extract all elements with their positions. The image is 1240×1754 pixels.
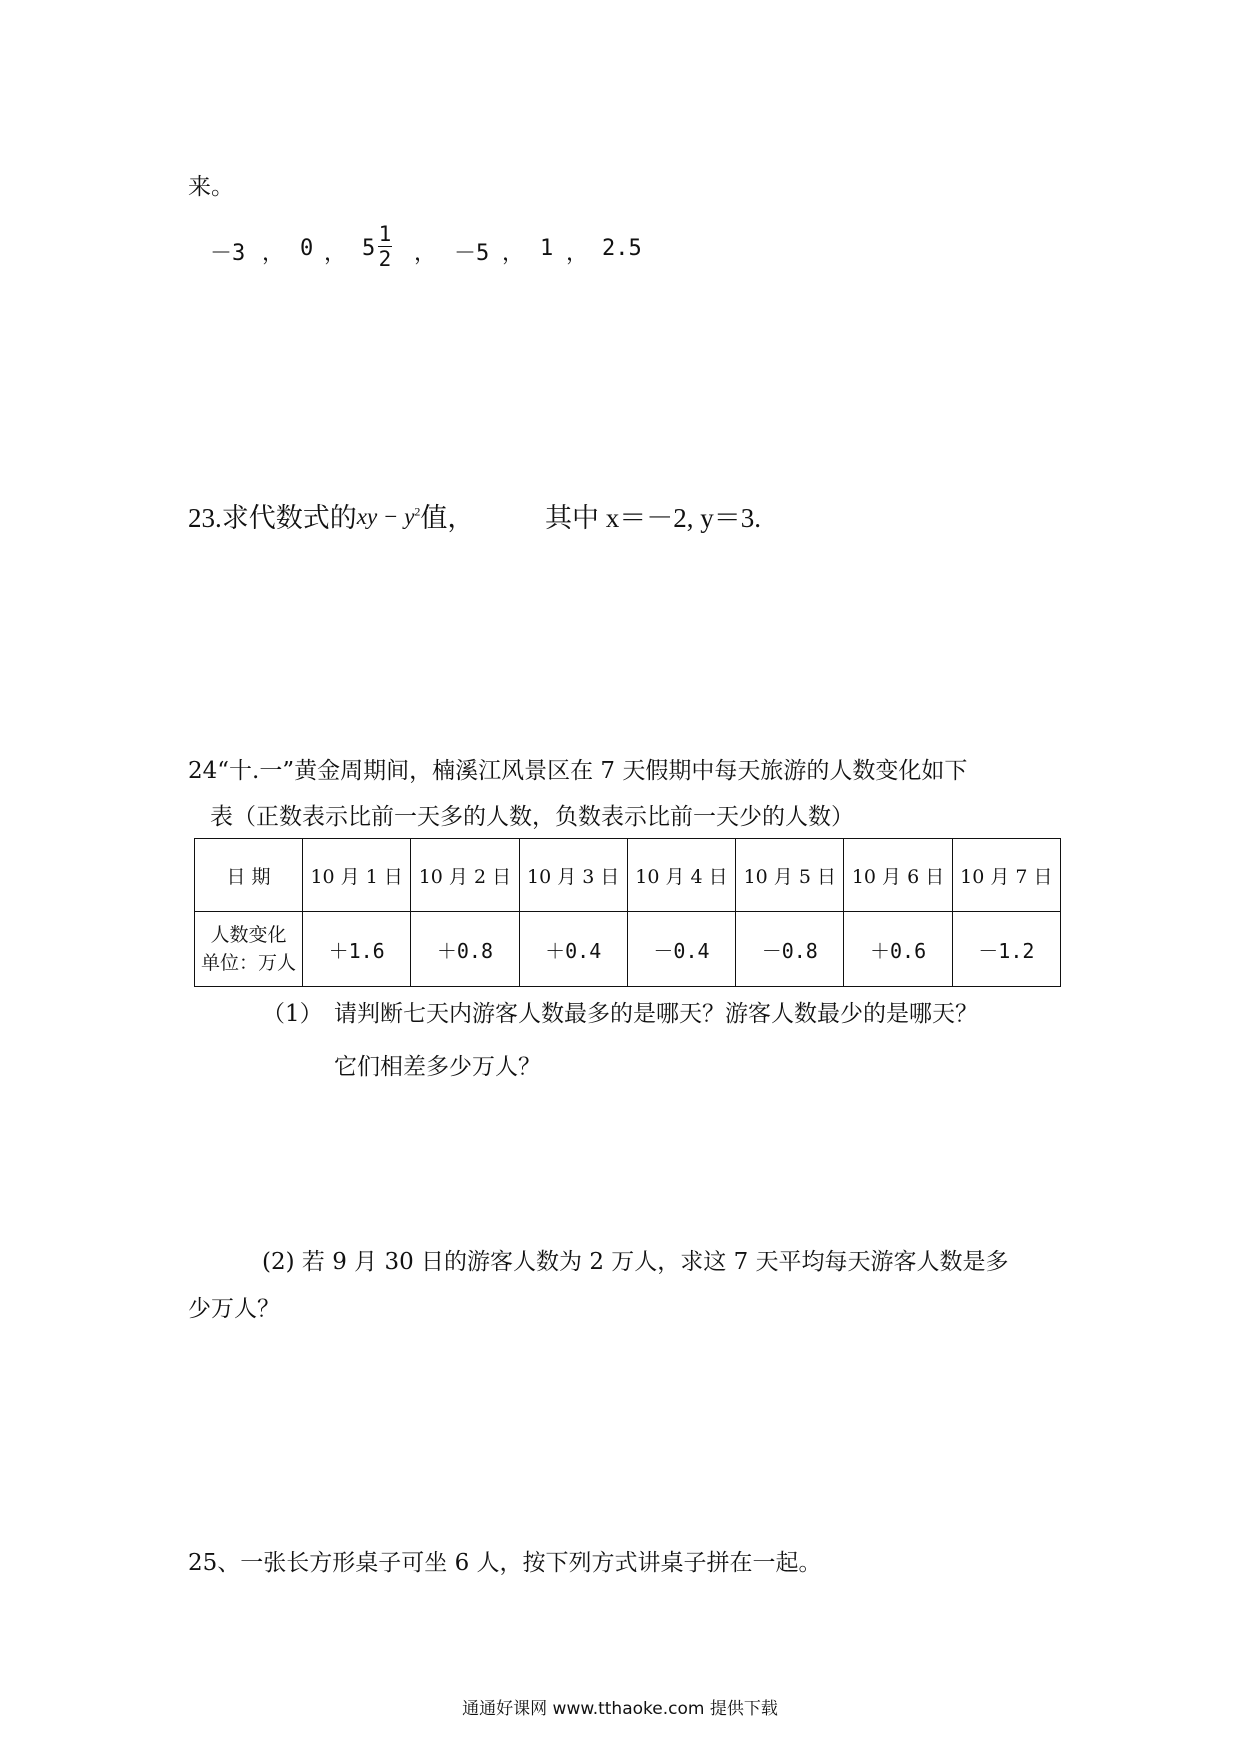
number-item: －3 (210, 241, 246, 266)
table-row (195, 912, 1061, 987)
q24-sub2-line1: (2) 若 9 月 30 日的游客人数为 2 万人，求这 7 天平均每天游客人数是多 (262, 1249, 1009, 1275)
fraction-denominator: 2 (378, 247, 392, 271)
number-list (210, 222, 670, 276)
table-cell-change: ＋0.4 (519, 912, 627, 987)
row-label-line2: 单位：万人 (200, 952, 296, 974)
separator: ， (566, 241, 589, 266)
table-cell-change: －1.2 (952, 912, 1060, 987)
table-cell-date: 10 月 6 日 (844, 839, 952, 912)
q24-sub2-line2: 少万人？ (188, 1296, 280, 1322)
fraction (378, 222, 392, 271)
table-cell-change: ＋0.6 (844, 912, 952, 987)
separator: ， (262, 241, 285, 266)
separator: ， (414, 241, 437, 266)
table-cell-change: ＋0.8 (411, 912, 519, 987)
table-cell-date: 10 月 3 日 (519, 839, 627, 912)
table-cell-change: ＋1.6 (303, 912, 411, 987)
row-label-line1: 人数变化 (210, 924, 287, 946)
q23-prefix: 23.求代数式的 (188, 503, 357, 533)
number-item: 2.5 (602, 236, 642, 261)
q25-line1: 25、一张长方形桌子可坐 6 人，按下列方式讲桌子拼在一起。 (188, 1550, 822, 1576)
q24-line1: 24“十.一”黄金周期间，楠溪江风景区在 7 天假期中每天旅游的人数变化如下 (188, 758, 968, 784)
table-header-date: 日 期 (195, 839, 303, 912)
visitor-change-table (194, 838, 1061, 987)
q23-expression (357, 504, 421, 529)
q24-sub1-mark: （1） (262, 1001, 323, 1027)
q23-suffix: 值， (420, 503, 475, 533)
fraction-numerator: 1 (378, 222, 392, 246)
page-footer: 通通好课网 www.tthaoke.com 提供下载 (462, 1699, 778, 1719)
q23-expression-exponent: 2 (414, 504, 421, 519)
number-item: 1 (540, 236, 554, 261)
table-cell-date: 10 月 5 日 (736, 839, 844, 912)
table-cell-date: 10 月 2 日 (411, 839, 519, 912)
table-cell-change: －0.8 (736, 912, 844, 987)
table-header-change (195, 912, 303, 987)
table-cell-change: －0.4 (627, 912, 735, 987)
question-23 (188, 496, 474, 535)
table-cell-date: 10 月 1 日 (303, 839, 411, 912)
q24-line2: 表（正数表示比前一天多的人数，负数表示比前一天少的人数） (210, 804, 854, 830)
table-cell-date: 10 月 7 日 (952, 839, 1060, 912)
q24-sub1-line1: 请判断七天内游客人数最多的是哪天？游客人数最少的是哪天？ (334, 1001, 978, 1027)
q23-expression-main: xy − y (356, 504, 415, 529)
number-item: 0 (300, 236, 314, 261)
number-item: －5 (454, 241, 490, 266)
mixed-number-whole: 5 (362, 236, 376, 261)
q23-condition: 其中 x＝－2, y＝3. (545, 503, 761, 533)
separator: ， (324, 241, 347, 266)
table-row (195, 839, 1061, 912)
table-cell-date: 10 月 4 日 (627, 839, 735, 912)
separator: ， (502, 241, 525, 266)
continued-text: 来。 (188, 174, 234, 200)
q24-sub1-line2: 它们相差多少万人？ (334, 1054, 541, 1080)
